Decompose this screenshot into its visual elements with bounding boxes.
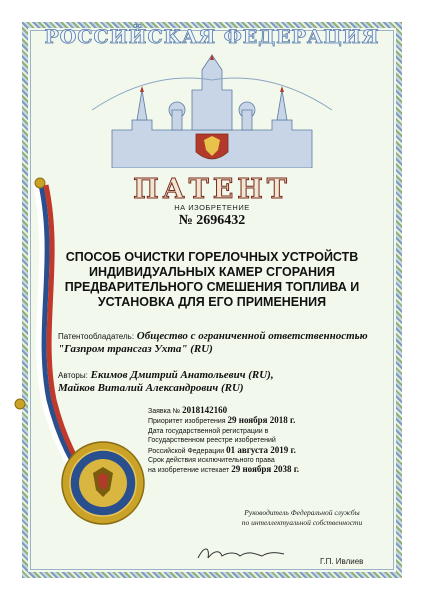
invention-title-line: СПОСОБ ОЧИСТКИ ГОРЕЛОЧНЫХ УСТРОЙСТВ	[65, 250, 359, 264]
term-text: на изобретение истекает	[148, 467, 230, 475]
priority-date: 29 ноября 2018 г.	[227, 415, 296, 426]
holder-label: Патентообладатель:	[58, 332, 135, 341]
document-type-title: ПАТЕНТ	[133, 174, 291, 205]
signer-name: Г.П. Ивлиев	[320, 557, 364, 566]
official-seal-icon	[60, 440, 146, 526]
priority-label: Приоритет изобретения	[148, 418, 226, 426]
authors-label: Авторы:	[58, 371, 88, 380]
holder-name-line1: Общество с ограниченной ответственностью	[136, 330, 368, 342]
holder-name-line2: "Газпром трансгаз Ухта" (RU)	[58, 343, 213, 355]
invention-title-line: ИНДИВИДУАЛЬНЫХ КАМЕР СГОРАНИЯ	[89, 265, 335, 279]
coat-of-arms-icon	[196, 134, 228, 159]
country-heading: РОССИЙСКАЯ ФЕДЕРАЦИЯ	[44, 26, 380, 48]
term-date: 29 ноября 2038 г.	[231, 464, 300, 475]
signer-position-line: Руководитель Федеральной службы	[244, 508, 360, 517]
term-text: Срок действия исключительного права	[148, 457, 275, 465]
registration-text: Дата государственной регистрации в	[148, 427, 269, 435]
patent-number: № 2696432	[178, 213, 246, 228]
author-1: Екимов Дмитрий Анатольевич (RU),	[90, 369, 274, 381]
registration-date: 01 августа 2019 г.	[226, 444, 296, 455]
signer-position-line: по интеллектуальной собственности	[241, 518, 363, 527]
registration-text: Государственном реестре изобретений	[148, 437, 276, 445]
handwritten-signature-icon	[196, 544, 286, 564]
author-2: Майков Виталий Александрович (RU)	[58, 382, 244, 394]
invention-title-line: ПРЕДВАРИТЕЛЬНОГО СМЕШЕНИЯ ТОПЛИВА И	[64, 280, 360, 294]
registration-text: Российской Федерации	[148, 447, 225, 455]
invention-title-line: УСТАНОВКА ДЛЯ ЕГО ПРИМЕНЕНИЯ	[97, 295, 327, 309]
signer-position	[222, 508, 382, 528]
document-subtitle: НА ИЗОБРЕТЕНИЕ	[174, 203, 250, 212]
application-label: Заявка №	[148, 408, 181, 415]
kremlin-emblem-icon	[92, 50, 332, 168]
registration-details	[148, 406, 388, 476]
application-number: 2018142160	[182, 405, 228, 415]
